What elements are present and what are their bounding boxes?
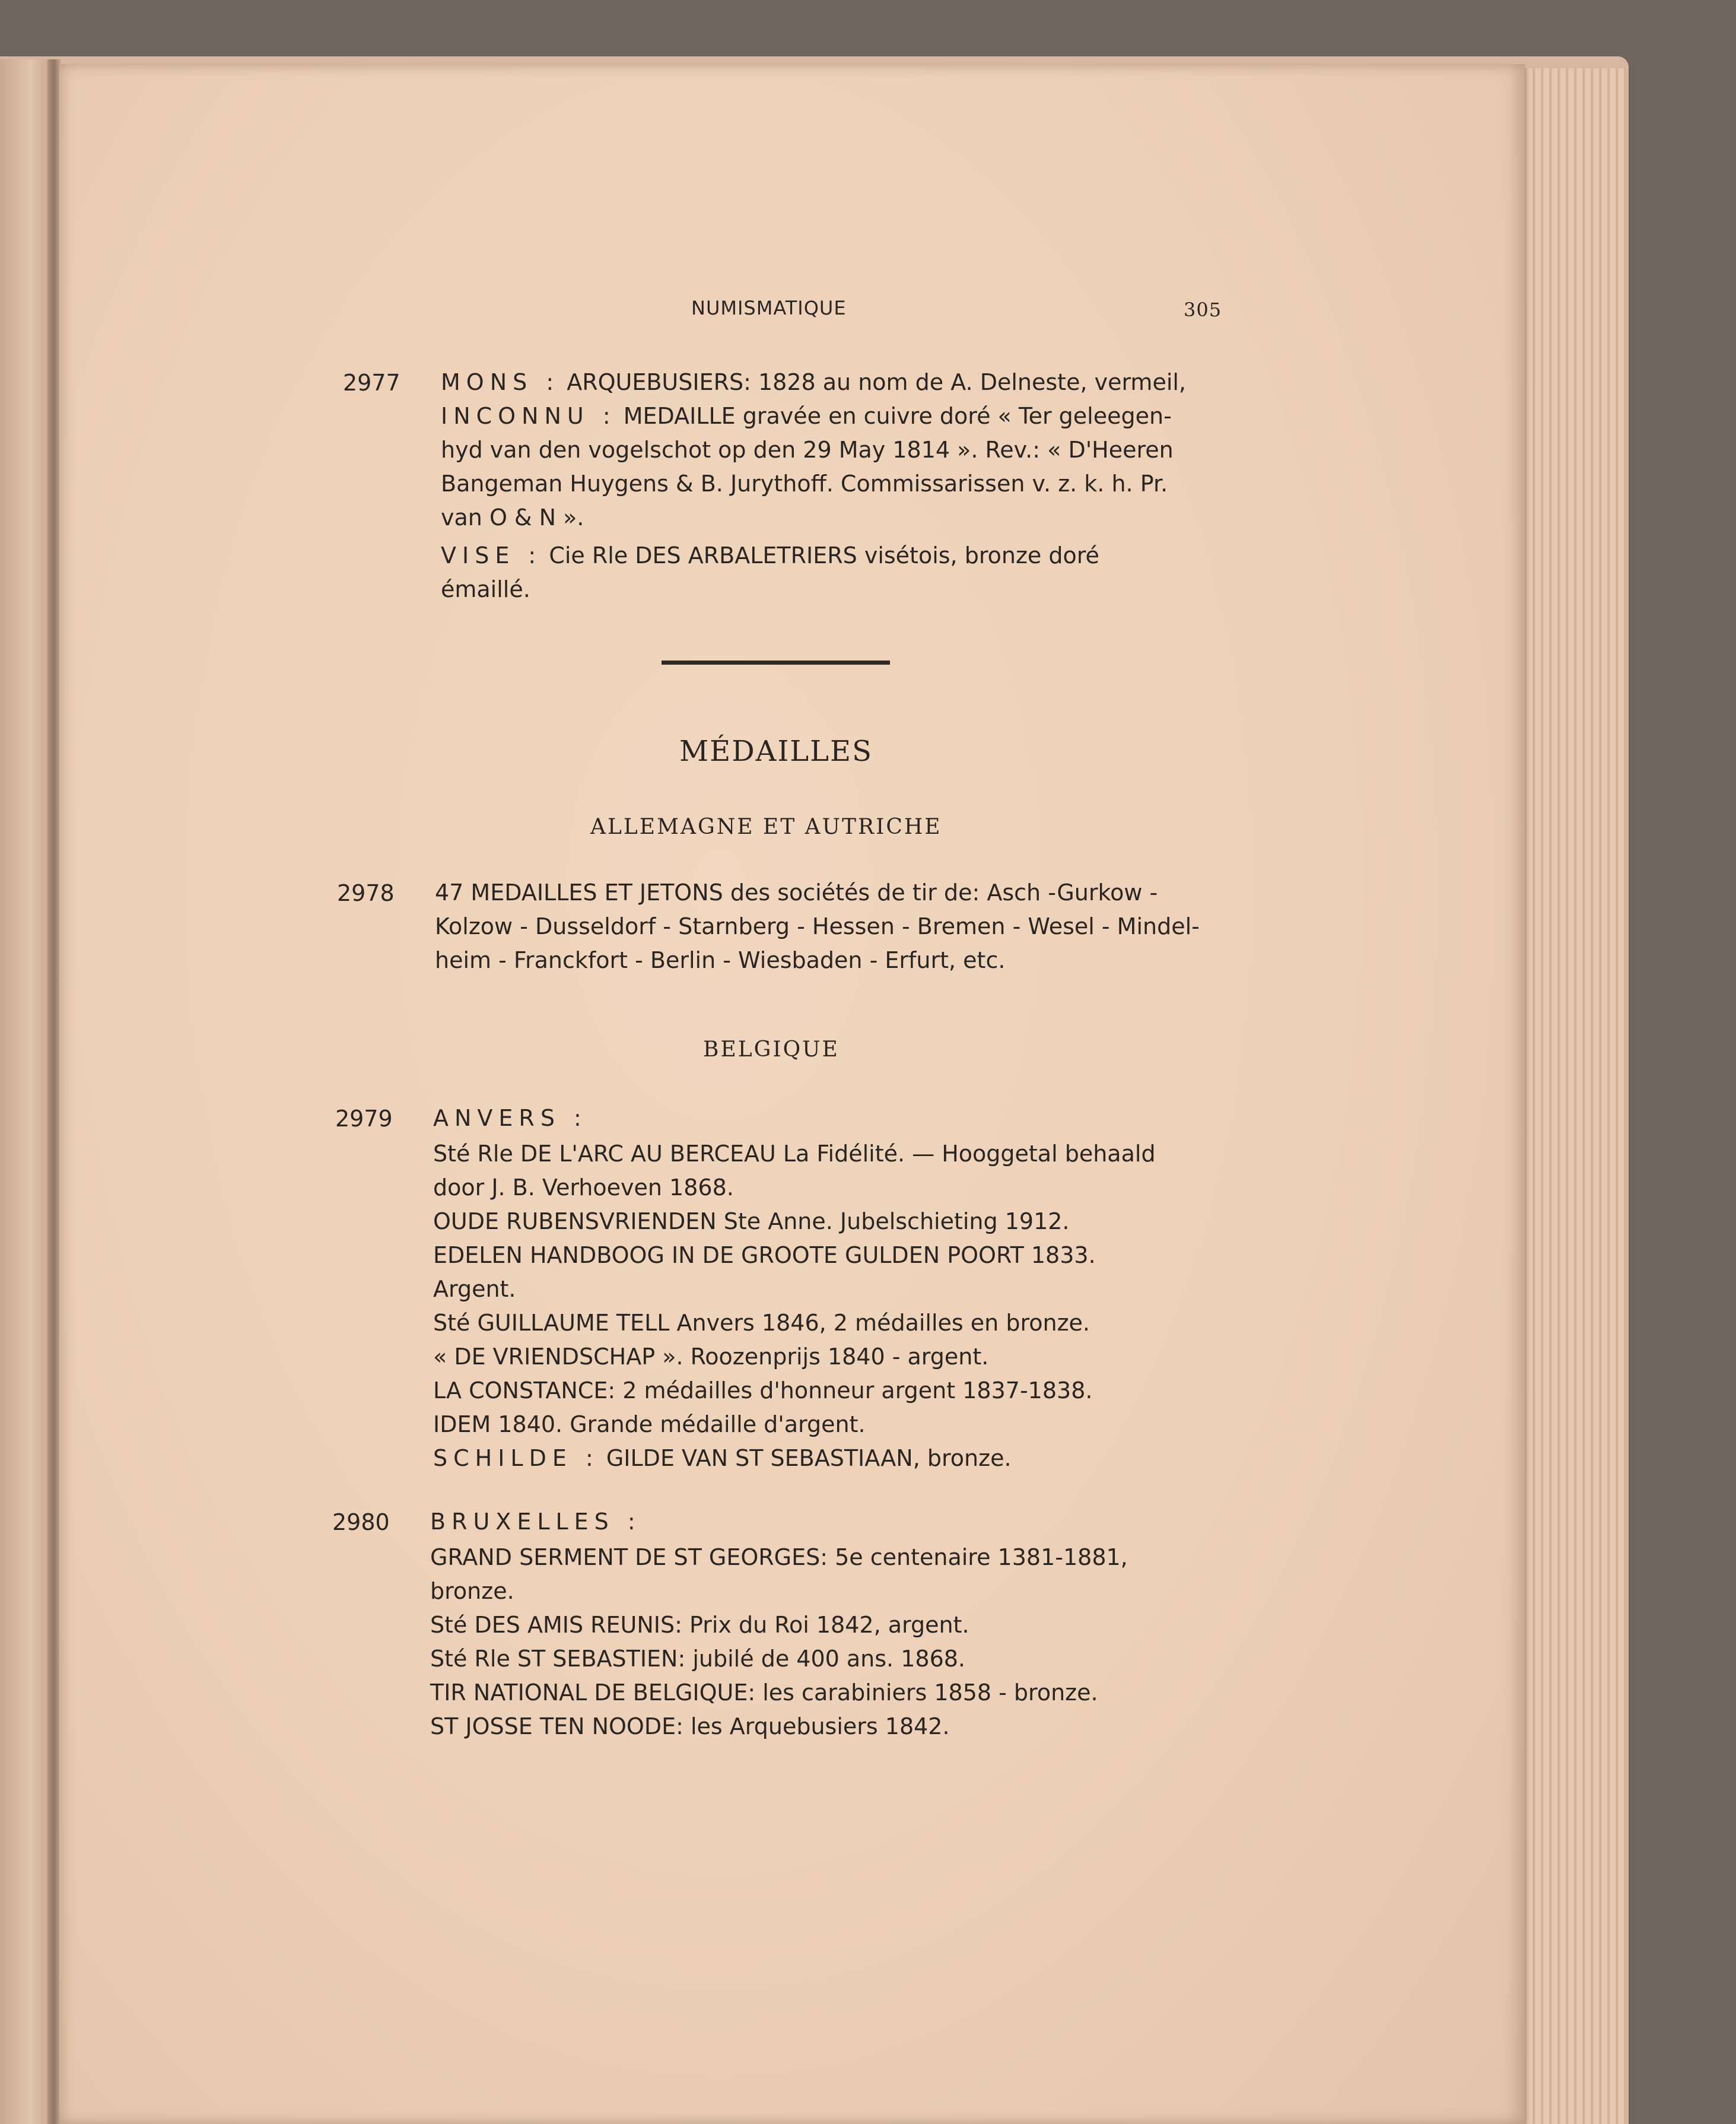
lot-2977-line-7: émaillé. — [441, 576, 530, 602]
city-schilde: SCHILDE : — [433, 1445, 599, 1471]
lot-2979-line-5: Argent. — [433, 1276, 516, 1302]
lot-2977-line-1 — [441, 366, 1186, 399]
lot-2979-line-2: door J. B. Verhoeven 1868. — [433, 1174, 734, 1201]
lot-2978-line-1: 47 MEDAILLES ET JETONS des sociétés de tir de: Asch -Gurkow - — [435, 880, 1158, 906]
lot-2979-line-7: « DE VRIENDSCHAP ». Roozenprijs 1840 - argent. — [433, 1344, 989, 1370]
lot-2980-line-2: bronze. — [430, 1578, 514, 1604]
lot-2977-line-1-text: ARQUEBUSIERS: 1828 au nom de A. Delneste, vermeil, — [567, 369, 1187, 395]
lot-2977-line-2-text: MEDAILLE gravée en cuivre doré « Ter geleegen- — [623, 403, 1172, 429]
city-mons: MONS : — [441, 369, 560, 395]
page-stack-edges — [1519, 68, 1626, 2124]
lot-2977-line-3: hyd van den vogelschot op den 29 May 1814 ». Rev.: « D'Heeren — [441, 437, 1174, 463]
lot-number-2977: 2977 — [343, 370, 400, 396]
lot-2980-line-3: Sté DES AMIS REUNIS: Prix du Roi 1842, argent. — [430, 1612, 969, 1638]
catalog-page — [59, 64, 1525, 2124]
lot-2980-line-4: Sté Rle ST SEBASTIEN: jubilé de 400 ans. 1868. — [430, 1646, 965, 1672]
lot-2979-line-1: Sté Rle DE L'ARC AU BERCEAU La Fidélité. — Hooggetal behaald — [433, 1141, 1156, 1167]
lot-2979-schilde-text: GILDE VAN ST SEBASTIAAN, bronze. — [606, 1445, 1012, 1471]
city-bruxelles: BRUXELLES : — [430, 1509, 641, 1535]
subsection-belgique: BELGIQUE — [703, 1037, 840, 1062]
lot-2979-line-6: Sté GUILLAUME TELL Anvers 1846, 2 médailles en bronze. — [433, 1310, 1090, 1336]
lot-number-2978: 2978 — [337, 880, 395, 906]
lot-2980-line-6: ST JOSSE TEN NOODE: les Arquebusiers 1842. — [430, 1713, 950, 1739]
lot-2977-line-5: van O & N ». — [441, 504, 584, 531]
book-gutter — [47, 59, 61, 2124]
lot-2980-line-1: GRAND SERMENT DE ST GEORGES: 5e centenaire 1381-1881, — [430, 1544, 1128, 1570]
lot-2977-line-2 — [441, 399, 1172, 433]
lot-number-2979: 2979 — [335, 1106, 393, 1132]
lot-2979-line-3: OUDE RUBENSVRIENDEN Ste Anne. Jubelschieting 1912. — [433, 1208, 1070, 1234]
lot-2978-line-3: heim - Franckfort - Berlin - Wiesbaden - Erfurt, etc. — [435, 947, 1006, 973]
lot-2978-line-2: Kolzow - Dusseldorf - Starnberg - Hessen - Bremen - Wesel - Mindel- — [435, 913, 1200, 939]
section-title-medailles: MÉDAILLES — [679, 735, 873, 768]
lot-2979-line-9: IDEM 1840. Grande médaille d'argent. — [433, 1411, 866, 1437]
city-anvers: ANVERS : — [433, 1105, 587, 1131]
lot-2980-line-5: TIR NATIONAL DE BELGIQUE: les carabiniers 1858 - bronze. — [430, 1679, 1098, 1706]
left-page-edge — [0, 59, 55, 2124]
lot-2979-line-4: EDELEN HANDBOOG IN DE GROOTE GULDEN POORT 1833. — [433, 1242, 1096, 1268]
page-number: 305 — [1184, 299, 1222, 321]
subsection-allemagne-autriche: ALLEMAGNE ET AUTRICHE — [590, 815, 942, 839]
lot-2977-line-6-text: Cie Rle DES ARBALETRIERS visétois, bronze doré — [549, 542, 1099, 569]
lot-number-2980: 2980 — [332, 1509, 390, 1535]
lot-2979-line-8: LA CONSTANCE: 2 médailles d'honneur argent 1837-1838. — [433, 1377, 1093, 1404]
lot-2977-line-4: Bangeman Huygens & B. Jurythoff. Commissarissen v. z. k. h. Pr. — [441, 471, 1168, 497]
city-inconnu: INCONNU : — [441, 403, 616, 429]
section-divider-rule — [662, 661, 890, 665]
city-vise: VISE : — [441, 542, 542, 569]
lot-2979-line-10 — [433, 1442, 1012, 1475]
lot-2977-line-6 — [441, 539, 1099, 573]
running-header-title: NUMISMATIQUE — [691, 297, 847, 319]
